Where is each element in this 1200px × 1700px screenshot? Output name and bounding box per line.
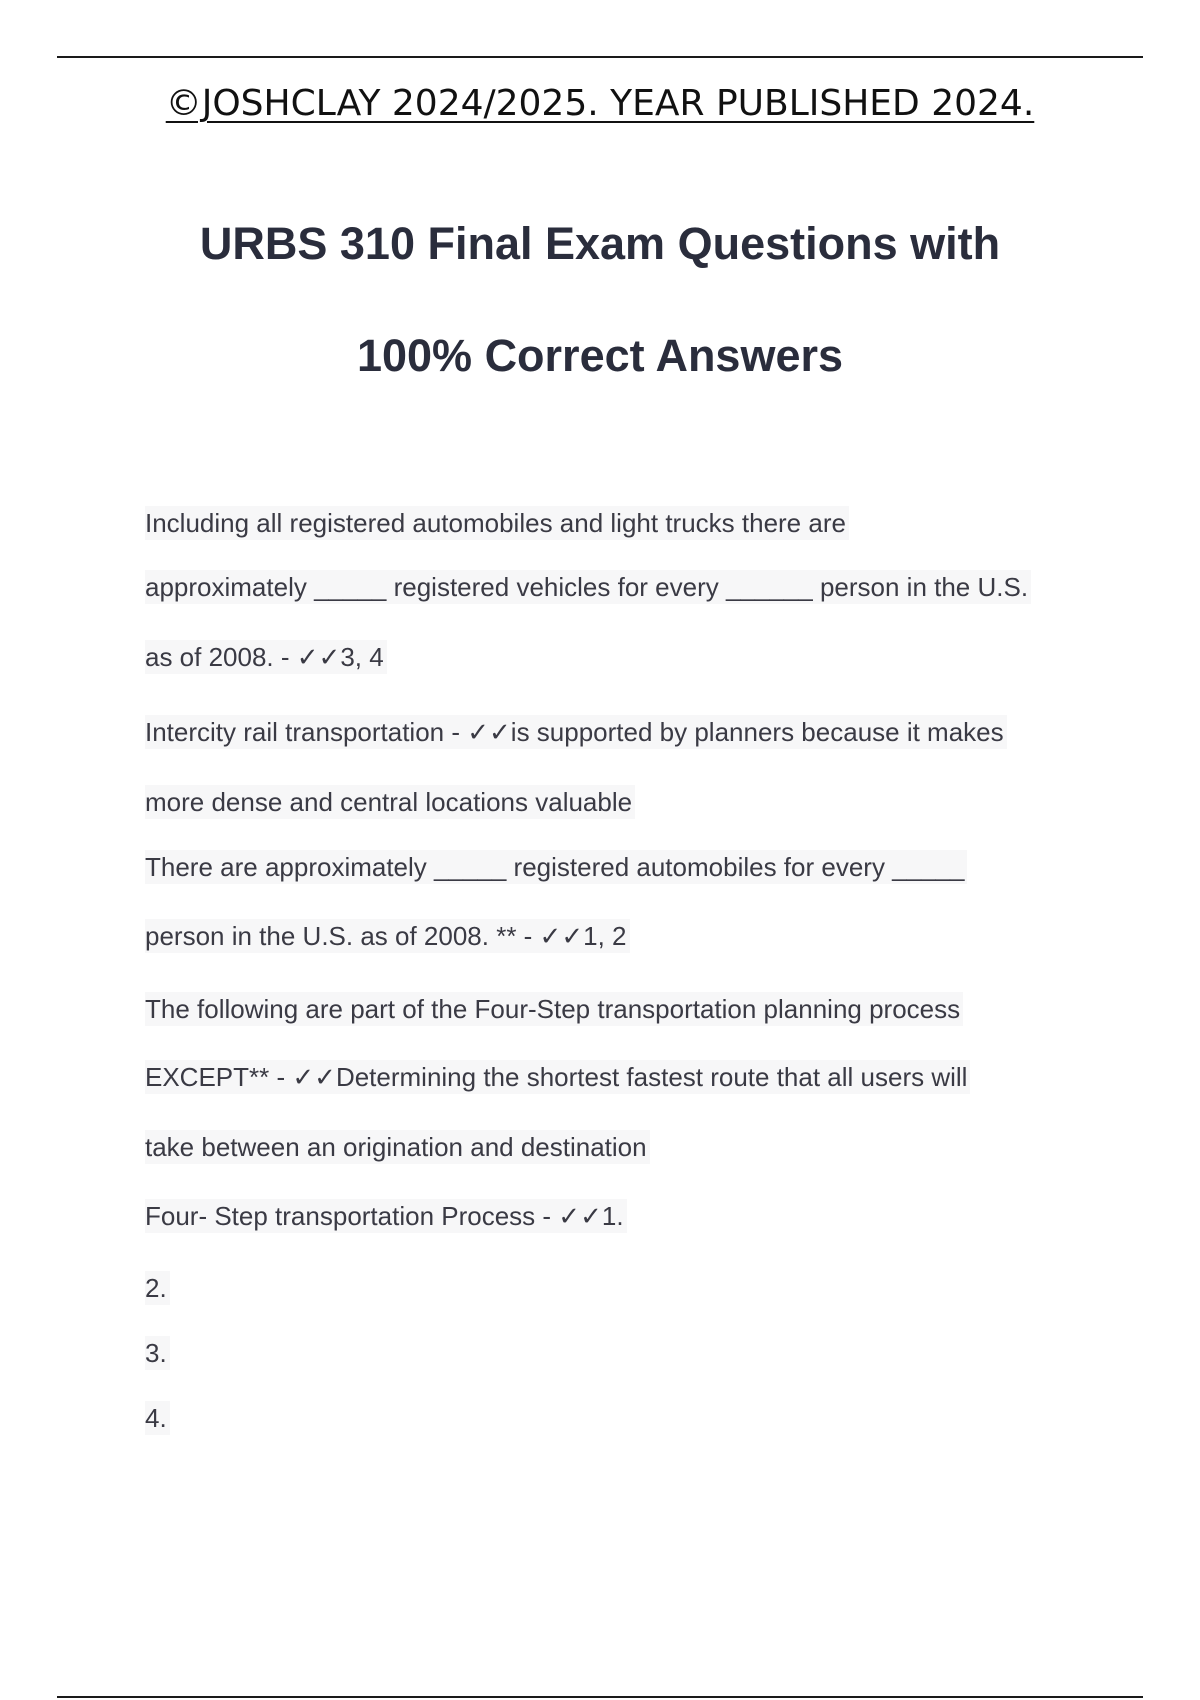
question-text: Including all registered automobiles and light trucks there are [145, 506, 849, 540]
question-line [145, 991, 963, 1027]
list-number: 2. [145, 1271, 170, 1305]
question-line [145, 569, 1031, 605]
answer-text: EXCEPT** - ✓✓Determining the shortest fastest route that all users will [145, 1060, 970, 1094]
answer-text: more dense and central locations valuable [145, 785, 635, 819]
list-item [145, 1270, 170, 1306]
question-text: There are approximately _____ registered automobiles for every _____ [145, 850, 967, 884]
document-title-line-1: URBS 310 Final Exam Questions with [199, 218, 1001, 269]
answer-text: as of 2008. - ✓✓3, 4 [145, 640, 387, 674]
answer-line [145, 639, 387, 675]
copyright-header [0, 78, 1200, 130]
question-text: approximately _____ registered vehicles for every ______ person in the U.S. [145, 570, 1031, 604]
question-line [145, 1198, 627, 1234]
list-item [145, 1400, 170, 1436]
list-number: 3. [145, 1336, 170, 1370]
question-text: Intercity rail transportation - ✓✓is supported by planners because it makes [145, 715, 1007, 749]
list-number: 4. [145, 1401, 170, 1435]
answer-line [145, 918, 630, 954]
answer-text: take between an origination and destination [145, 1130, 650, 1164]
answer-text: person in the U.S. as of 2008. ** - ✓✓1, 2 [145, 919, 630, 953]
list-item [145, 1335, 170, 1371]
document-title-line-2: 100% Correct Answers [356, 330, 844, 381]
answer-line [145, 784, 635, 820]
top-divider [57, 56, 1143, 58]
answer-line [145, 1059, 970, 1095]
question-text: The following are part of the Four-Step transportation planning process [145, 992, 963, 1026]
answer-line [145, 1129, 650, 1165]
question-text: Four- Step transportation Process - ✓✓1. [145, 1199, 627, 1233]
question-line [145, 849, 967, 885]
question-line [145, 505, 849, 541]
bottom-divider [57, 1696, 1143, 1698]
question-line [145, 714, 1007, 750]
copyright-text: ©JOSHCLAY 2024/2025. YEAR PUBLISHED 2024. [165, 83, 1035, 124]
